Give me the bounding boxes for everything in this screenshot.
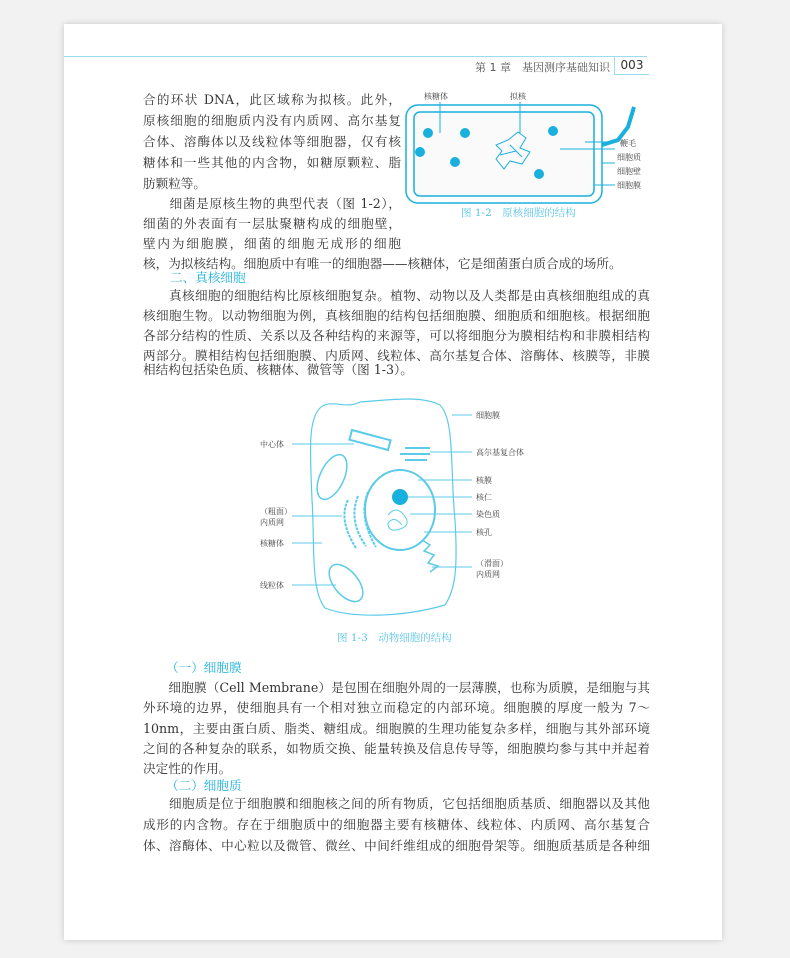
- text-line: 体、溶酶体、中心粒以及微管、微丝、中间纤维组成的细胞骨架等。细胞质基质是各种细: [143, 838, 650, 853]
- section-heading: （二）细胞质: [166, 778, 242, 793]
- text-line: 决定性的作用。: [143, 761, 232, 776]
- text-line: 糖体和一些其他的内含物，如糖原颗粒、脂: [143, 155, 401, 170]
- header-rule: [64, 56, 647, 57]
- chromatin-shape: [388, 510, 407, 530]
- figure-animal-cell: [250, 390, 550, 630]
- text-line: 两部分。膜相结构包括细胞膜、内质网、线粒体、高尔基复合体、溶酶体、核膜等，非膜: [143, 348, 650, 363]
- text-line: 相结构包括染色质、核糖体、微管等（图 1-3）。: [143, 362, 413, 377]
- figure-prokaryotic-cell: [390, 85, 660, 225]
- text-line: 细胞质是位于细胞膜和细胞核之间的所有物质，它包括细胞质基质、细胞器以及其他: [143, 796, 650, 811]
- page-number: 003: [614, 56, 649, 75]
- nucleolus-shape: [392, 489, 408, 505]
- figure-caption: 图 1-2 原核细胞的结构: [461, 207, 576, 219]
- label-nucleolus: 核仁: [476, 493, 492, 502]
- nucleus-shape: [365, 470, 435, 550]
- leader-lines: [292, 415, 472, 585]
- text-line: 外环境的边界，使细胞具有一个相对独立而稳定的内部环境。细胞膜的厚度一般为 7～: [143, 700, 650, 715]
- text-line: 原核细胞的细胞质内没有内质网、高尔基复: [143, 113, 401, 128]
- golgi-shape: [400, 448, 430, 460]
- rough-er-shape: [344, 492, 376, 548]
- text-line: 合的环状 DNA，此区域称为拟核。此外，: [143, 92, 401, 107]
- text-line: 10nm，主要由蛋白质、脂类、糖组成。细胞膜的生理功能复杂多样，细胞与其外部环境: [143, 721, 650, 736]
- text-line: 肪颗粒等。: [143, 176, 206, 191]
- text-line: 细菌是原核生物的典型代表（图 1-2），: [143, 196, 401, 211]
- label-ribosome: 核糖体: [424, 92, 448, 101]
- running-header: 第 1 章 基因测序基础知识: [475, 61, 610, 74]
- label-centrosome: 中心体: [260, 440, 284, 449]
- label-nucleoid: 拟核: [510, 92, 526, 101]
- text-line: 成形的内含物。存在于细胞质中的细胞器主要有核糖体、线粒体、内质网、高尔基复合: [143, 817, 650, 832]
- text-line: 核，为拟核结构。细胞质中有唯一的细胞器——核糖体，它是细菌蛋白质合成的场所。: [143, 256, 622, 271]
- label-mitochondrion: 线粒体: [260, 581, 284, 590]
- text-line: 核细胞生物。以动物细胞为例，真核细胞的结构包括细胞膜、细胞质和细胞核。根据细胞: [143, 308, 650, 323]
- text-line: 各部分结构的性质、关系以及各种结构的来源等，可以将细胞分为膜相结构和非膜相结构: [143, 328, 650, 343]
- label-ribosome: 核糖体: [260, 539, 284, 548]
- text-line: 合体、溶酶体以及线粒体等细胞器，仅有核: [143, 134, 401, 149]
- text-line: 之间的各种复杂的联系，如物质交换、能量转换及信息传导等，细胞膜均参与其中并起着: [143, 741, 650, 756]
- label-rough-er: 内质网: [260, 518, 284, 527]
- text-line: 真核细胞的细胞结构比原核细胞复杂。植物、动物以及人类都是由真核细胞组成的真: [143, 288, 650, 303]
- label-nuclear-pore: 核孔: [476, 528, 492, 537]
- section-heading: （一）细胞膜: [166, 660, 242, 675]
- label-cell-membrane: 细胞膜: [476, 411, 500, 420]
- mitochondrion-shape: [323, 558, 370, 607]
- label-rough-er: （粗面）: [260, 507, 292, 516]
- label-chromatin: 染色质: [476, 510, 500, 519]
- text-line: 细菌的外表面有一层肽聚糖构成的细胞壁，: [143, 216, 401, 231]
- label-golgi: 高尔基复合体: [476, 448, 524, 457]
- label-cytoplasm: 细胞质: [617, 153, 641, 162]
- label-smooth-er: 内质网: [476, 570, 500, 579]
- section-heading: 二、真核细胞: [170, 270, 246, 285]
- text-line: 壁内为细胞膜，细菌的细胞无成形的细胞: [143, 236, 401, 251]
- text-line: 细胞膜（Cell Membrane）是包围在细胞外周的一层薄膜，也称为质膜，是细胞与其: [143, 680, 650, 695]
- label-cell-wall: 细胞壁: [617, 167, 641, 176]
- figure-caption: 图 1-3 动物细胞的结构: [337, 632, 452, 644]
- centrosome-shape: [349, 430, 390, 450]
- label-cell-membrane: 细胞膜: [617, 181, 641, 190]
- mitochondrion-shape: [311, 450, 353, 504]
- label-nuclear-membrane: 核膜: [476, 476, 492, 485]
- label-flagellum: 鞭毛: [620, 139, 636, 148]
- label-smooth-er: （滑面）: [476, 559, 508, 568]
